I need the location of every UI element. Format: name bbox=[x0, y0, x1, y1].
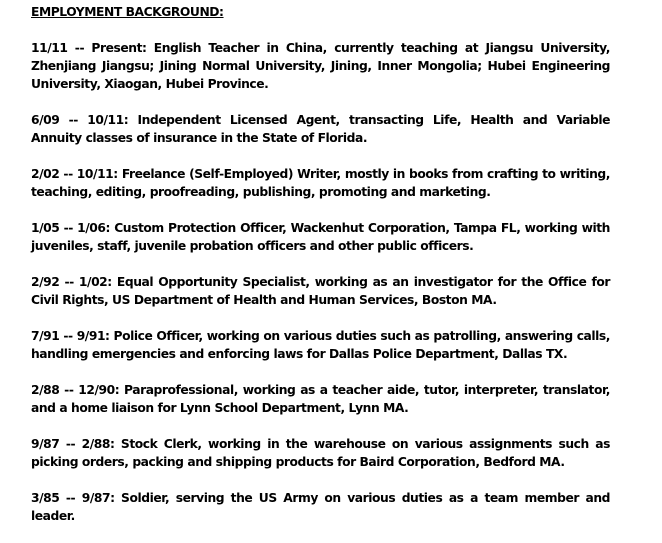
employment-entry: 6/09 -- 10/11: Independent Licensed Agent, transacting Life, Health and Variable Annuity classes of insurance in the State of Florida. bbox=[31, 113, 610, 145]
employment-entry: 9/87 -- 2/88: Stock Clerk, working in the warehouse on various assignments such as picking orders, packing and shipping products for Baird Corporation, Bedford MA. bbox=[31, 437, 610, 469]
document-page bbox=[31, 3, 610, 543]
employment-entry: 2/92 -- 1/02: Equal Opportunity Specialist, working as an investigator for the Office for Civil Rights, US Department of Health and Human Services, Boston MA. bbox=[31, 275, 610, 307]
section-heading: EMPLOYMENT BACKGROUND: bbox=[31, 5, 224, 19]
employment-entry: 2/88 -- 12/90: Paraprofessional, working as a teacher aide, tutor, interpreter, translator, and a home liaison for Lynn School Department, Lynn MA. bbox=[31, 383, 610, 415]
employment-entry: 11/11 -- Present: English Teacher in China, currently teaching at Jiangsu University, Zhenjiang Jiangsu; Jining Normal University, Jining, Inner Mongolia; Hubei Engineering University, Xiaogan, Hubei Province. bbox=[31, 41, 610, 91]
employment-entry: 3/85 -- 9/87: Soldier, serving the US Army on various duties as a team member and leader. bbox=[31, 491, 610, 523]
employment-entry: 2/02 -- 10/11: Freelance (Self-Employed) Writer, mostly in books from crafting to writing, teaching, editing, proofreading, publishing, promoting and marketing. bbox=[31, 167, 610, 199]
employment-entry: 1/05 -- 1/06: Custom Protection Officer, Wackenhut Corporation, Tampa FL, working with juveniles, staff, juvenile probation officers and other public officers. bbox=[31, 221, 610, 253]
employment-entry: 7/91 -- 9/91: Police Officer, working on various duties such as patrolling, answering calls, handling emergencies and enforcing laws for Dallas Police Department, Dallas TX. bbox=[31, 329, 610, 361]
